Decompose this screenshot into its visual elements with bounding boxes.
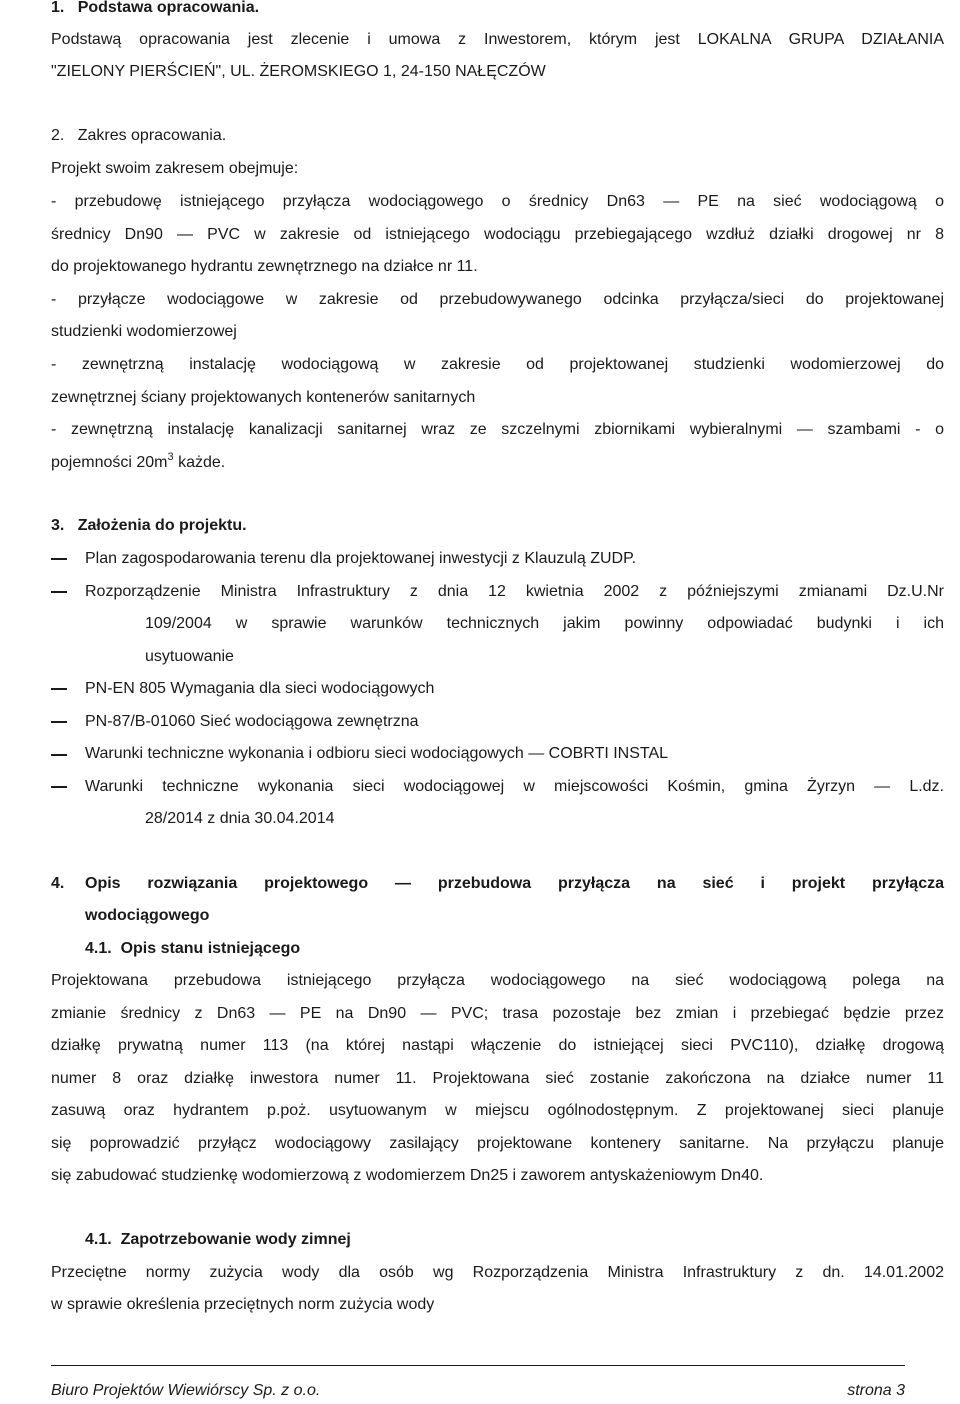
assumption-item-3: PN-EN 805 Wymagania dla sieci wodociągowych bbox=[85, 680, 435, 697]
section-4-number: 4. bbox=[51, 875, 65, 892]
section-4-heading bbox=[51, 874, 85, 894]
existing-state-line-6: się poprowadzić przyłącz wodociągowy zasilający projektowane kontenery sanitarne. Na przyłączu planuje bbox=[51, 1135, 944, 1152]
scope-item-3-line-2: zewnętrznej ściany projektowanych kontenerów sanitarnych bbox=[51, 389, 476, 406]
scope-item-4-line-2 bbox=[51, 453, 225, 473]
scope-item-2-line-1: - przyłącze wodociągowe w zakresie od przebudowywanego odcinka przyłącza/sieci do projektowanej bbox=[51, 291, 944, 308]
footer-divider bbox=[51, 1365, 905, 1366]
section-2-number: 2. bbox=[51, 127, 65, 144]
assumption-item-5: Warunki techniczne wykonania i odbioru sieci wodociągowych — COBRTI INSTAL bbox=[85, 745, 669, 762]
bullet-dash-5 bbox=[51, 754, 67, 756]
section-4-title-line-1: Opis rozwiązania projektowego — przebudowa przyłącza na sieć i projekt przyłącza bbox=[85, 875, 944, 892]
subsection-4-1b-title: Zapotrzebowanie wody zimnej bbox=[120, 1231, 351, 1248]
existing-state-line-2: zmianie średnicy z Dn63 — PE na Dn90 — PVC; trasa pozostaje bez zmian i przebiegać będzie przez bbox=[51, 1005, 944, 1022]
section-1-text-line-1: Podstawą opracowania jest zlecenie i umowa z Inwestorem, którym jest LOKALNA GRUPA DZIAŁANIA bbox=[51, 31, 944, 48]
capacity-text: pojemności 20m bbox=[51, 454, 168, 471]
bullet-dash-6 bbox=[51, 786, 67, 788]
bullet-dash-2 bbox=[51, 591, 67, 593]
section-2-intro: Projekt swoim zakresem obejmuje: bbox=[51, 160, 299, 177]
bullet-dash-4 bbox=[51, 721, 67, 723]
subsection-4-1b-number: 4.1. bbox=[85, 1231, 112, 1248]
scope-item-1-line-1: - przebudowę istniejącego przyłącza wodociągowego o średnicy Dn63 — PE na sieć wodociągową o bbox=[51, 193, 944, 210]
capacity-suffix: każde. bbox=[173, 454, 226, 471]
bullet-dash-3 bbox=[51, 688, 67, 690]
scope-item-3-line-1: - zewnętrzną instalację wodociągową w zakresie od projektowanej studzienki wodomierzowej do bbox=[51, 356, 944, 373]
page-footer bbox=[51, 1381, 905, 1401]
footer-company: Biuro Projektów Wiewiórscy Sp. z o.o. bbox=[51, 1382, 321, 1399]
section-4-title-line-2: wodociągowego bbox=[85, 907, 210, 924]
assumption-item-4: PN-87/B-01060 Sieć wodociągowa zewnętrzna bbox=[85, 713, 419, 730]
existing-state-line-5: zasuwą oraz hydrantem p.poż. usytuowanym w miejscu ogólnodostępnym. Z projektowanej sieci planuje bbox=[51, 1102, 944, 1119]
scope-item-1-line-2: średnicy Dn90 — PVC w zakresie od istniejącego wodociągu przebiegającego wzdłuż działki drogowej nr 8 bbox=[51, 226, 944, 243]
cubic-superscript: 3 bbox=[167, 451, 174, 463]
subsection-4-1-heading bbox=[85, 939, 300, 959]
assumption-item-6-line-1: Warunki techniczne wykonania sieci wodociągowej w miejscowości Kośmin, gmina Żyrzyn — L.dz. bbox=[85, 778, 944, 795]
scope-item-2-line-2: studzienki wodomierzowej bbox=[51, 323, 237, 340]
subsection-4-1-title: Opis stanu istniejącego bbox=[120, 940, 301, 957]
scope-item-1-line-3: do projektowanego hydrantu zewnętrznego na działce nr 11. bbox=[51, 258, 478, 275]
section-1-heading bbox=[51, 0, 259, 18]
subsection-4-1-number: 4.1. bbox=[85, 940, 112, 957]
section-3-title: Założenia do projektu. bbox=[77, 517, 247, 534]
section-3-number: 3. bbox=[51, 517, 65, 534]
existing-state-line-7: się zabudować studzienkę wodomierzową z wodomierzem Dn25 i zaworem antyskażeniowym Dn40. bbox=[51, 1167, 764, 1184]
footer-page-number: strona 3 bbox=[847, 1382, 905, 1399]
water-demand-line-1: Przeciętne normy zużycia wody dla osób wg Rozporządzenia Ministra Infrastruktury z dn. 14.01.2002 bbox=[51, 1264, 944, 1281]
existing-state-line-3: działkę prywatną numer 113 (na której nastąpi włączenie do istniejącej sieci PVC110), działkę drogową bbox=[51, 1037, 944, 1054]
assumption-item-2-line-3: usytuowanie bbox=[145, 648, 234, 665]
section-1-title: Podstawa opracowania. bbox=[77, 0, 260, 16]
section-2-heading bbox=[51, 126, 226, 146]
section-1-number: 1. bbox=[51, 0, 65, 16]
assumption-item-6-line-2: 28/2014 z dnia 30.04.2014 bbox=[145, 810, 335, 827]
subsection-4-1b-heading bbox=[85, 1230, 351, 1250]
section-1-text-line-2: "ZIELONY PIERŚCIEŃ", UL. ŻEROMSKIEGO 1, 24-150 NAŁĘCZÓW bbox=[51, 63, 546, 80]
bullet-dash-1 bbox=[51, 558, 67, 560]
scope-item-4-line-1: - zewnętrzną instalację kanalizacji sanitarnej wraz ze szczelnymi zbiornikami wybieralnymi — szambami - o bbox=[51, 421, 944, 438]
existing-state-line-1: Projektowana przebudowa istniejącego przyłącza wodociągowego na sieć wodociągową polega na bbox=[51, 972, 944, 989]
assumption-item-2-line-1: Rozporządzenie Ministra Infrastruktury z dnia 12 kwietnia 2002 z późniejszymi zmianami Dz.U.Nr bbox=[85, 583, 944, 600]
assumption-item-1: Plan zagospodarowania terenu dla projektowanej inwestycji z Klauzulą ZUDP. bbox=[85, 550, 637, 567]
assumption-item-2-line-2: 109/2004 w sprawie warunków technicznych jakim powinny odpowiadać budynki i ich bbox=[145, 615, 944, 632]
section-3-heading bbox=[51, 516, 247, 536]
water-demand-line-2: w sprawie określenia przeciętnych norm zużycia wody bbox=[51, 1296, 435, 1313]
existing-state-line-4: numer 8 oraz działkę inwestora numer 11. Projektowana sieć zostanie zakończona na działce numer 11 bbox=[51, 1070, 944, 1087]
section-2-title: Zakres opracowania. bbox=[77, 127, 227, 144]
